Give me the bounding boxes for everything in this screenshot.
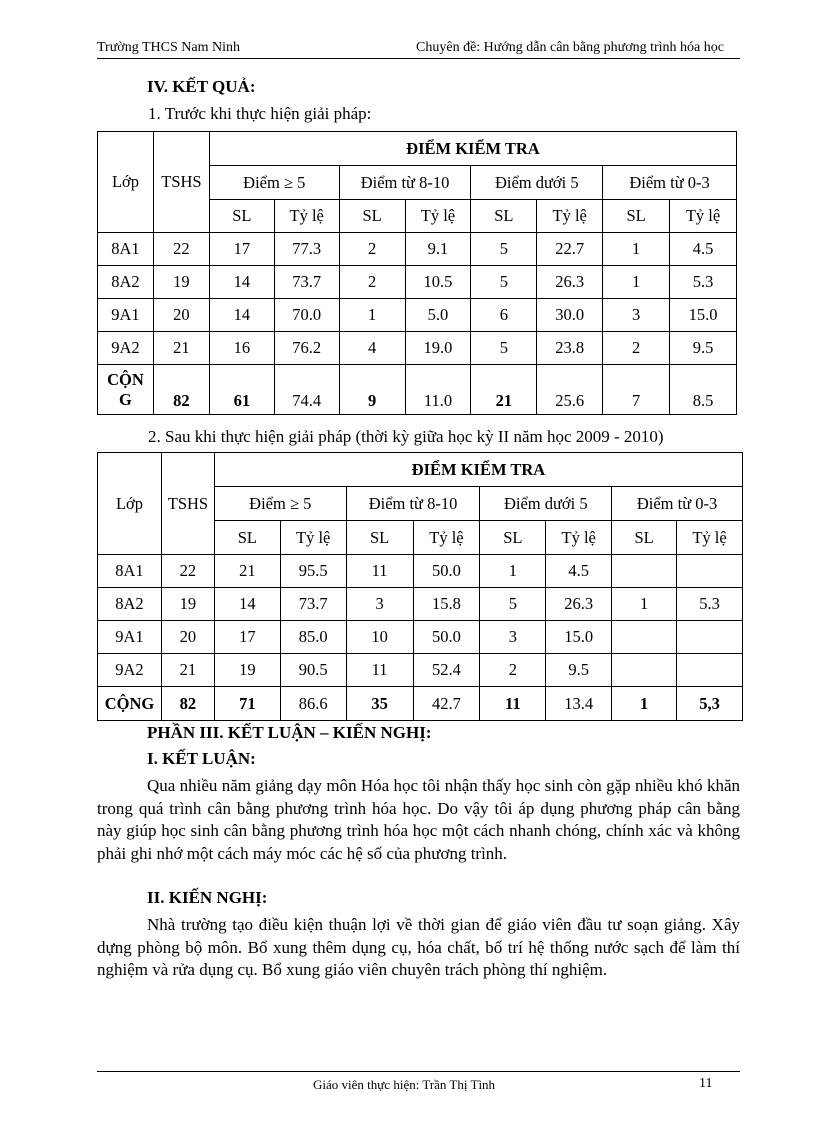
- col-header-tshs: TSHS: [161, 453, 214, 555]
- sub-header-tyle: Tỷ lệ: [274, 200, 339, 233]
- sub-header-sl: SL: [214, 521, 280, 555]
- cell: 1: [480, 555, 546, 588]
- cell-lop: 8A2: [98, 266, 154, 299]
- conclusion-text: Qua nhiều năm giảng dạy môn Hóa học tôi nhận thấy học sinh còn gặp nhiều khó khăn trong quá trình cân bằng phương trình hóa học. Do vậy tôi áp dụng phương pháp cân bằng này giúp học sinh cân bằng phương trình hóa học một cách nhanh chóng, chính xác và không phải ghi nhớ một cách máy móc các hệ số của phương trình.: [97, 776, 740, 863]
- col-header-lop: Lớp: [98, 132, 154, 233]
- table-row: [98, 233, 737, 266]
- cell: 1: [612, 687, 677, 721]
- cell: 9.1: [405, 233, 471, 266]
- table1-caption: 1. Trước khi thực hiện giải pháp:: [148, 104, 372, 123]
- part-iii-title: PHẦN III. KẾT LUẬN – KIẾN NGHỊ:: [147, 723, 432, 742]
- cell: 19: [214, 654, 280, 687]
- group-header: Điểm từ 8-10: [346, 487, 480, 521]
- col-header-diem-kiem-tra: ĐIỂM KIỂM TRA: [209, 132, 736, 166]
- conclusion-title: I. KẾT LUẬN:: [147, 749, 256, 768]
- sub-header-sl: SL: [612, 521, 677, 555]
- cell: 5.3: [670, 266, 737, 299]
- sub-header-tyle: Tỷ lệ: [280, 521, 346, 555]
- cell-lop: 9A2: [98, 654, 162, 687]
- cell-lop: 8A1: [98, 233, 154, 266]
- document-topic: Chuyên đề: Hướng dẫn cân bằng phương trình hóa học: [416, 40, 724, 55]
- cell: 5,3: [677, 687, 743, 721]
- cell: 85.0: [280, 621, 346, 654]
- cell-tshs: 22: [161, 555, 214, 588]
- cell: 52.4: [413, 654, 480, 687]
- cell: 16: [209, 332, 274, 365]
- table-row: [98, 621, 743, 654]
- group-header: Điểm dưới 5: [471, 166, 603, 200]
- page-footer: [97, 1071, 740, 1092]
- cell-tshs: 21: [153, 332, 209, 365]
- page-number: 11: [699, 1076, 713, 1091]
- cell: 17: [214, 621, 280, 654]
- cell-tshs: 20: [161, 621, 214, 654]
- cell: 5.3: [677, 588, 743, 621]
- cell: 19.0: [405, 332, 471, 365]
- col-header-lop: Lớp: [98, 453, 162, 555]
- cell: 14: [209, 266, 274, 299]
- cell: 11: [346, 654, 413, 687]
- cell: 2: [339, 233, 405, 266]
- cell-tshs: 20: [153, 299, 209, 332]
- cell: 1: [612, 588, 677, 621]
- cell: 5: [471, 233, 537, 266]
- cell: 2: [339, 266, 405, 299]
- cell: 11: [480, 687, 546, 721]
- cell-lop: 8A2: [98, 588, 162, 621]
- table-row: [98, 555, 743, 588]
- cell: [677, 654, 743, 687]
- sub-header-tyle: Tỷ lệ: [670, 200, 737, 233]
- group-header: Điểm ≥ 5: [209, 166, 339, 200]
- school-name: Trường THCS Nam Ninh: [97, 40, 240, 55]
- cell: 5.0: [405, 299, 471, 332]
- cell: 3: [480, 621, 546, 654]
- cell: 4: [339, 332, 405, 365]
- col-header-tshs: TSHS: [153, 132, 209, 233]
- cell: 2: [603, 332, 670, 365]
- cell: 11.0: [405, 365, 471, 415]
- cell: 42.7: [413, 687, 480, 721]
- cell: 61: [209, 365, 274, 415]
- table-total-row: [98, 365, 737, 415]
- cell: 73.7: [280, 588, 346, 621]
- table-row: [98, 266, 737, 299]
- footer-teacher: Giáo viên thực hiện: Trần Thị Tình: [313, 1077, 496, 1092]
- cell: [677, 555, 743, 588]
- cell: 30.0: [537, 299, 603, 332]
- cell-lop: 9A1: [98, 299, 154, 332]
- cell-total-label: CỘNG: [98, 687, 162, 721]
- table-row: [98, 588, 743, 621]
- table-row: [98, 654, 743, 687]
- group-header: Điểm từ 8-10: [339, 166, 471, 200]
- cell: 5: [471, 332, 537, 365]
- cell: 23.8: [537, 332, 603, 365]
- page-header: [97, 38, 740, 59]
- cell: 15.0: [670, 299, 737, 332]
- cell: [677, 621, 743, 654]
- cell: 21: [214, 555, 280, 588]
- sub-header-tyle: Tỷ lệ: [405, 200, 471, 233]
- cell: 13.4: [546, 687, 612, 721]
- cell: 9.5: [546, 654, 612, 687]
- cell: 26.3: [546, 588, 612, 621]
- cell: 1: [603, 233, 670, 266]
- cell: [612, 654, 677, 687]
- cell: 73.7: [274, 266, 339, 299]
- cell-tshs: 21: [161, 654, 214, 687]
- cell: 14: [214, 588, 280, 621]
- cell: 22.7: [537, 233, 603, 266]
- table-total-row: [98, 687, 743, 721]
- col-header-diem-kiem-tra: ĐIỂM KIỂM TRA: [214, 453, 742, 487]
- cell: 8.5: [670, 365, 737, 415]
- cell: 9: [339, 365, 405, 415]
- cell: 5: [480, 588, 546, 621]
- section-iv-title: IV. KẾT QUẢ:: [147, 77, 256, 96]
- table2-caption: 2. Sau khi thực hiện giải pháp (thời kỳ giữa học kỳ II năm học 2009 - 2010): [148, 427, 664, 446]
- cell-lop: 9A1: [98, 621, 162, 654]
- cell: 10: [346, 621, 413, 654]
- group-header: Điểm dưới 5: [480, 487, 612, 521]
- cell: [612, 621, 677, 654]
- cell: 71: [214, 687, 280, 721]
- table-row: [98, 332, 737, 365]
- cell: 1: [339, 299, 405, 332]
- cell: 3: [346, 588, 413, 621]
- cell: 4.5: [546, 555, 612, 588]
- cell: 26.3: [537, 266, 603, 299]
- sub-header-sl: SL: [209, 200, 274, 233]
- cell: 21: [471, 365, 537, 415]
- results-table-after: [97, 452, 743, 721]
- sub-header-tyle: Tỷ lệ: [537, 200, 603, 233]
- cell: 4.5: [670, 233, 737, 266]
- total-label-line2: G: [119, 389, 132, 409]
- cell: 50.0: [413, 621, 480, 654]
- cell: 15.0: [546, 621, 612, 654]
- sub-header-sl: SL: [480, 521, 546, 555]
- total-label-line1: CỘN: [107, 369, 144, 389]
- recommend-paragraph: [97, 914, 740, 982]
- cell: 2: [480, 654, 546, 687]
- cell: 14: [209, 299, 274, 332]
- sub-header-sl: SL: [471, 200, 537, 233]
- sub-header-sl: SL: [339, 200, 405, 233]
- sub-header-sl: SL: [346, 521, 413, 555]
- cell-total-label: [98, 365, 154, 415]
- group-header: Điểm ≥ 5: [214, 487, 346, 521]
- cell: 1: [603, 266, 670, 299]
- cell: 10.5: [405, 266, 471, 299]
- group-header: Điểm từ 0-3: [612, 487, 743, 521]
- recommend-text: Nhà trường tạo điều kiện thuận lợi về thời gian để giáo viên đầu tư soạn giảng. Xây dựng phòng bộ môn. Bổ xung thêm dụng cụ, hóa chất, bố trí hệ thống nước sạch để làm thí nghiệm và rửa dụng cụ. Bổ xung giáo viên chuyên trách phòng thí nghiệm.: [97, 915, 740, 979]
- cell: 6: [471, 299, 537, 332]
- sub-header-tyle: Tỷ lệ: [413, 521, 480, 555]
- sub-header-sl: SL: [603, 200, 670, 233]
- cell-tshs: 82: [161, 687, 214, 721]
- cell: 86.6: [280, 687, 346, 721]
- cell: 3: [603, 299, 670, 332]
- cell: 35: [346, 687, 413, 721]
- cell: [612, 555, 677, 588]
- cell: 74.4: [274, 365, 339, 415]
- cell: 5: [471, 266, 537, 299]
- table-row: [98, 299, 737, 332]
- results-table-before: [97, 131, 737, 415]
- cell: 95.5: [280, 555, 346, 588]
- conclusion-paragraph: [97, 775, 740, 865]
- cell: 17: [209, 233, 274, 266]
- cell: 50.0: [413, 555, 480, 588]
- cell: 11: [346, 555, 413, 588]
- cell-lop: 9A2: [98, 332, 154, 365]
- cell: 90.5: [280, 654, 346, 687]
- cell: 76.2: [274, 332, 339, 365]
- cell: 9.5: [670, 332, 737, 365]
- cell-lop: 8A1: [98, 555, 162, 588]
- cell: 7: [603, 365, 670, 415]
- group-header: Điểm từ 0-3: [603, 166, 737, 200]
- sub-header-tyle: Tỷ lệ: [677, 521, 743, 555]
- cell: 77.3: [274, 233, 339, 266]
- cell-tshs: 19: [153, 266, 209, 299]
- cell: 70.0: [274, 299, 339, 332]
- recommend-title: II. KIẾN NGHỊ:: [147, 888, 268, 907]
- cell-tshs: 82: [153, 365, 209, 415]
- cell-tshs: 19: [161, 588, 214, 621]
- sub-header-tyle: Tỷ lệ: [546, 521, 612, 555]
- cell-tshs: 22: [153, 233, 209, 266]
- cell: 15.8: [413, 588, 480, 621]
- cell: 25.6: [537, 365, 603, 415]
